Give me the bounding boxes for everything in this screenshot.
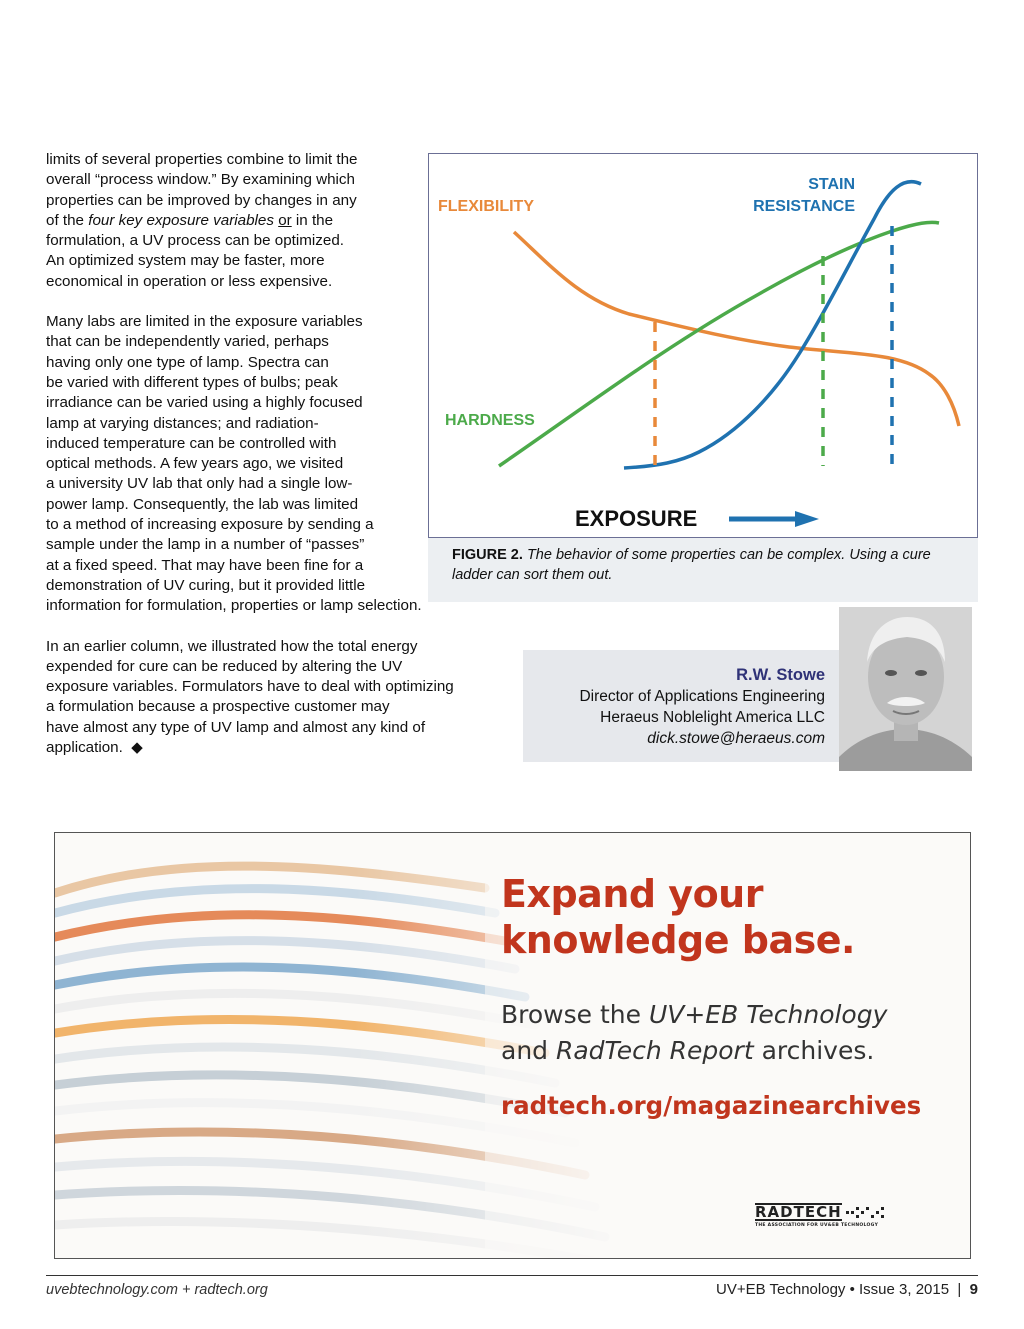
portrait-image [839,607,972,771]
text-line: economical in operation or less expensive. [46,272,333,290]
author-company: Heraeus Noblelight America LLC [600,709,825,726]
text-line: a university UV lab that only had a single low- [46,475,353,493]
text-line: to a method of increasing exposure by sending a [46,516,374,534]
radtech-logo-tagline: THE ASSOCIATION FOR UV&EB TECHNOLOGY [755,1223,879,1228]
stain-label-line-1: STAIN [808,176,855,193]
text-line: In an earlier column, we illustrated how the total energy [46,637,418,655]
ad-title-uveb: UV+EB Technology [648,1000,888,1029]
text-line: have almost any type of UV lamp and almost any kind of [46,718,426,736]
ad-body-text [501,997,887,1069]
underlined-word: or [278,211,292,229]
text-line: An optimized system may be faster, more [46,252,325,270]
page-number: 9 [969,1281,978,1298]
radtech-dots-icon [846,1205,886,1221]
text-line: in the [291,211,334,229]
text-line: sample under the lamp in a number of “passes” [46,536,365,554]
figure-caption [428,538,978,602]
author-photo [839,607,972,771]
ad-headline-line-2: knowledge base. [501,918,855,962]
text-line: Many labs are limited in the exposure variables [46,313,363,331]
text-line: induced temperature can be controlled with [46,434,337,452]
text-line: having only one type of lamp. Spectra can [46,353,329,371]
paragraph-3 [46,637,516,759]
text-line: power lamp. Consequently, the lab was limited [46,495,359,513]
text-line: overall “process window.” By examining which [46,171,355,189]
author-bio [523,650,839,762]
footer-divider [46,1275,978,1276]
footer-issue-text: UV+EB Technology • Issue 3, 2015 [716,1281,950,1298]
text-line: of the [46,211,89,229]
ad-headline [501,871,855,963]
hardness-label: HARDNESS [445,412,535,429]
ad-body-part: and [501,1036,556,1065]
text-line: demonstration of UV curing, but it provided little [46,576,366,594]
text-line: expended for cure can be reduced by altering the UV [46,657,403,675]
author-email: dick.stowe@heraeus.com [647,730,825,747]
italic-phrase: four key exposure variables [88,211,274,229]
flexibility-label: FLEXIBILITY [438,198,534,215]
text-line: properties can be improved by changes in any [46,191,357,209]
text-line: be varied with different types of bulbs; peak [46,373,338,391]
x-axis-label: EXPOSURE [575,506,698,531]
text-line: exposure variables. Formulators have to deal with optimizing [46,678,454,696]
ad-headline-line-1: Expand your [501,872,763,916]
text-line: irradiance can be varied using a highly focused [46,394,363,412]
radtech-logo-word: RADTECH [755,1203,842,1221]
author-title: Director of Applications Engineering [579,688,825,705]
text-line: limits of several properties combine to limit the [46,151,358,168]
text-line: information for formulation, properties or lamp selection. [46,597,422,615]
footer-issue-info [716,1281,978,1298]
text-line: optical methods. A few years ago, we visited [46,455,344,473]
text-line: application. [46,739,123,757]
text-line: a formulation because a prospective customer may [46,698,390,716]
hardness-curve [499,222,939,466]
footer-separator: | [957,1281,962,1298]
footer-websites: uvebtechnology.com + radtech.org [46,1282,268,1298]
ad-body-part: Browse the [501,1000,649,1029]
text-line: that can be independently varied, perhaps [46,333,329,351]
figure-caption-text: The behavior of some properties can be complex. Using a cure ladder can sort them out. [452,547,931,583]
ad-title-radtech-report: RadTech Report [555,1036,754,1065]
text-line: formulation, a UV process can be optimized. [46,232,344,250]
stain-label-line-2: RESISTANCE [753,198,855,215]
advertisement-banner[interactable] [54,832,971,1259]
figure-caption-label: FIGURE 2. [452,547,523,563]
radtech-logo [755,1203,886,1228]
end-mark-icon: ◆ [131,739,143,757]
author-name: R.W. Stowe [736,666,825,684]
figure-chart [428,153,978,538]
text-line: lamp at varying distances; and radiation- [46,414,319,432]
text-line: at a fixed speed. That may have been fine for a [46,556,364,574]
ad-body-part: archives. [753,1036,875,1065]
exposure-arrow-icon [729,511,819,527]
property-curves-chart [429,154,979,539]
ad-archive-link[interactable]: radtech.org/magazinearchives [501,1091,922,1120]
